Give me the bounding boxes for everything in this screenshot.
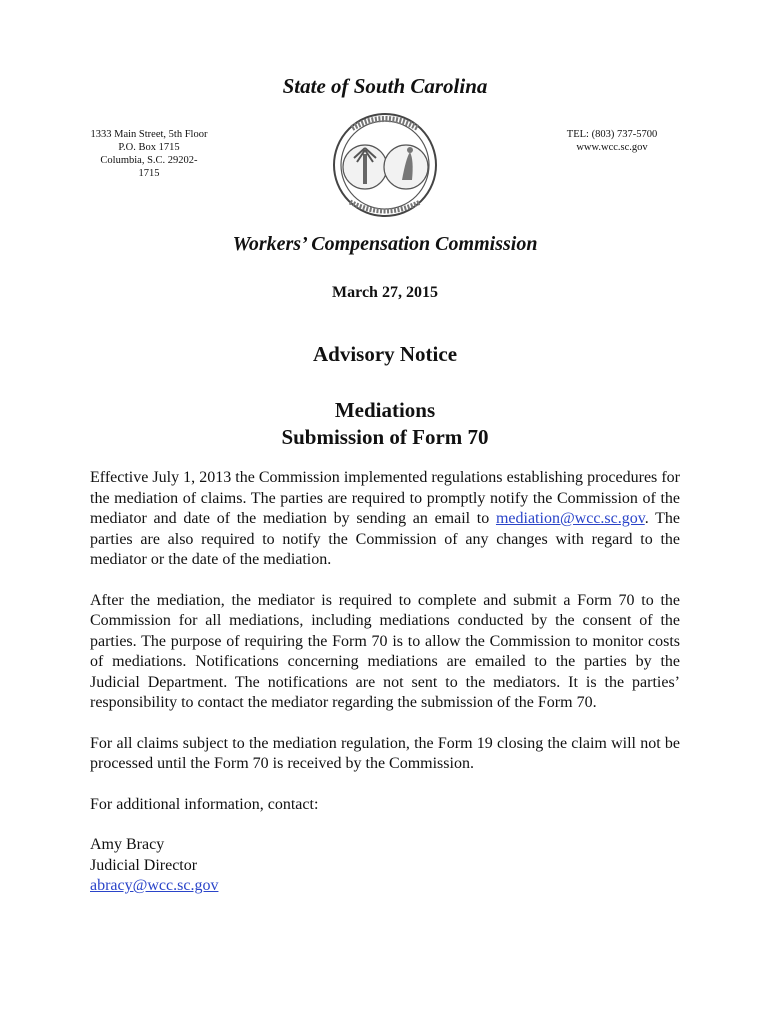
contact-title: Judicial Director xyxy=(90,856,198,874)
contact-email-link[interactable]: abracy@wcc.sc.gov xyxy=(90,877,219,894)
notice-date: March 27, 2015 xyxy=(332,284,438,301)
subject-line-2: Submission of Form 70 xyxy=(281,425,489,449)
contact-block xyxy=(90,835,680,897)
notice-subject xyxy=(0,397,770,451)
contact-name: Amy Bracy xyxy=(90,836,165,853)
state-seal-icon xyxy=(332,112,438,218)
address-left xyxy=(90,128,208,180)
paragraph-3: For all claims subject to the mediation regulation, the Form 19 closing the claim will not be processed until the Form 70 is received by the Commission. xyxy=(90,734,680,772)
paragraph-1 xyxy=(90,468,680,571)
notice-body xyxy=(90,468,680,897)
paragraph-1-text-end: . The parties are also required to notify the Commission of any changes with regard to the mediator or the date of the mediation. xyxy=(90,510,680,568)
notice-title: Advisory Notice xyxy=(312,342,458,366)
address-line-street: 1333 Main Street, 5th Floor xyxy=(90,129,208,140)
paragraph-2: After the mediation, the mediator is required to complete and submit a Form 70 to the Commission for all mediations, including mediations conducted by the consent of the parties. The purpose of requiring the Form 70 is to allow the Commission to monitor costs of mediations. Notifications concerning mediations are emailed to the parties by the Judicial Department. The notifications are not sent to the mediators. It is the parties’ responsibility to contact the mediator regarding the submission of the Form 70. xyxy=(90,591,680,711)
state-title: State of South Carolina xyxy=(282,74,488,98)
address-line-pobox: P.O. Box 1715 xyxy=(118,142,180,153)
telephone: TEL: (803) 737-5700 xyxy=(566,129,658,140)
paragraph-4: For additional information, contact: xyxy=(90,795,319,813)
address-line-city: Columbia, S.C. 29202-1715 xyxy=(100,155,198,179)
commission-name: Workers’ Compensation Commission xyxy=(232,233,538,255)
subject-line-1: Mediations xyxy=(334,398,436,422)
mediation-email-link[interactable]: mediation@wcc.sc.gov xyxy=(495,510,645,527)
website: www.wcc.sc.gov xyxy=(576,142,648,153)
paragraph-1-text: Effective July 1, 2013 the Commission implemented regulations establishing procedures for the mediation of claims. The parties are required to promptly notify the Commission of the mediator and date of the mediation by sending an email to xyxy=(90,469,680,527)
address-right xyxy=(562,128,662,154)
